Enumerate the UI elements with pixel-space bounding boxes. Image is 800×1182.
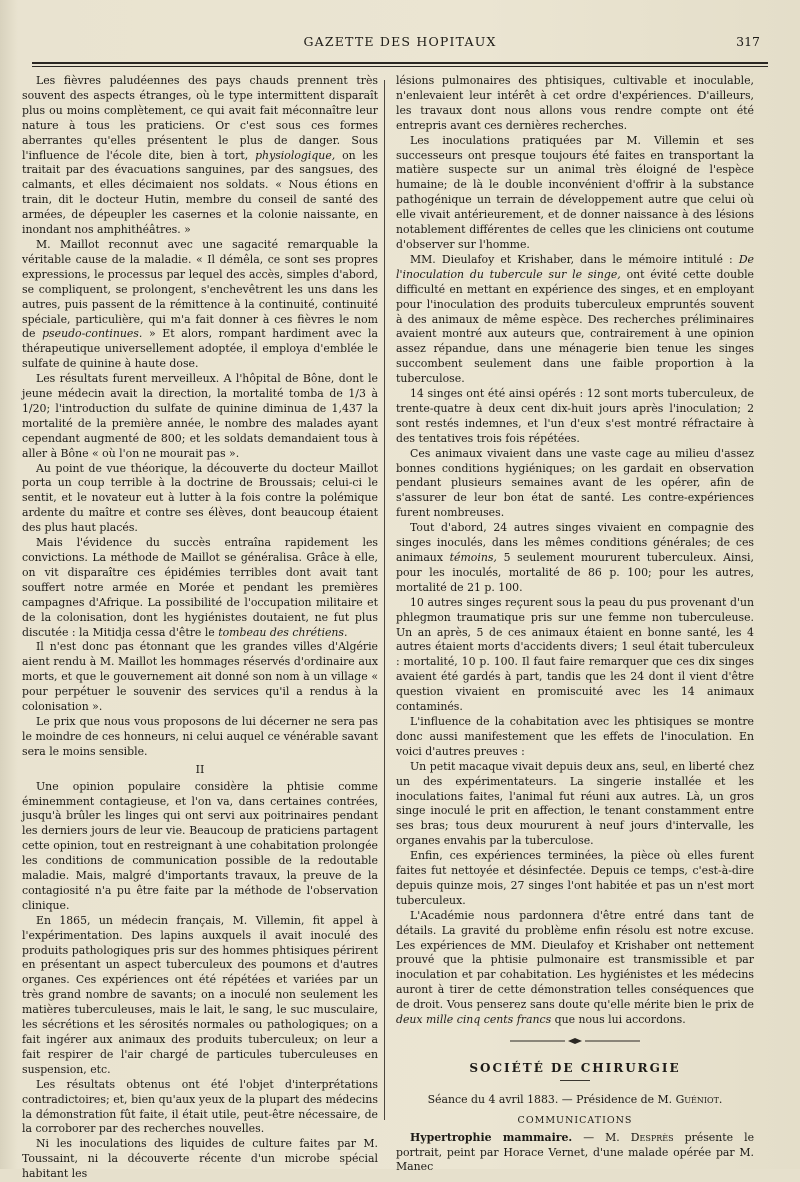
society-heading: SOCIÉTÉ DE CHIRURGIE bbox=[469, 1060, 681, 1075]
paragraph: L'Académie nous pardonnera d'être entré dans tant de détails. La gravité du problème enfin résolu est notre excuse. Les expériences de MM. Dieulafoy et Krishaber ont nettement prouvé que la phtisie pulmonaire est transmissible et par inoculation et par cohabitation. Les hygiénistes et les médecins auront à tirer de cette démonstration telles conséquences que de droit. Vous penserez sans doute qu'elle mérite bien le prix de deux mille cinq cents francs que nous lui accordons. bbox=[396, 908, 754, 1027]
paragraph: Les résultats furent merveilleux. A l'hôpital de Bône, dont le jeune médecin avait la direction, la mortalité tomba de 1/3 à 1/20; l'introduction du sulfate de quinine diminua de 1,437 la mortalité de la première année, le nombre des malades ayant cependant augmenté de 800; et les soldats demandaient tous à aller à Bône « où l'on ne mourait pas ». bbox=[22, 372, 378, 460]
paragraph: Enfin, ces expériences terminées, la pièce où elles furent faites fut nettoyée et désinfectée. Depuis ce temps, c'est-à-dire depuis quinze mois, 27 singes l'ont habitée et pas un n'est mort tuberculeux. bbox=[396, 849, 754, 907]
paragraph: Ni les inoculations des liquides de culture faites par M. Toussaint, ni la découverte récente d'un microbe spécial habitant les bbox=[22, 1137, 378, 1181]
paragraph: Mais l'évidence du succès entraîna rapidement les convictions. La méthode de Maillot se généralisa. Grâce à elle, on vit disparaître ces épidémies terribles dont avait tant souffert notre armée en Morée et pendant les premières campagnes d'Afrique. La possibilité de l'occupation militaire et de la colonisation, dont les hygiénistes doutaient, ne fut plus discutée : la Mitidja cessa d'être le tombeau des chrétiens. bbox=[22, 536, 378, 639]
left-column bbox=[22, 74, 378, 1182]
column-separator bbox=[384, 80, 385, 1120]
paragraph: Les fièvres paludéennes des pays chauds prennent très souvent des aspects étranges, où le type intermittent disparaît plus ou moins complètement, ce qui avait fait méconnaître leur nature à tous les praticiens. Or c'est sous ces formes aberrantes qu'elles présentent le plus de danger. Sous l'influence de l'école dite, bien à tort, physiologique, on les traitait par des évacuations sanguines, par des sangsues, des calmants, et elles décimaient nos soldats. « Nous étions en train, dit le docteur Hutin, membre du conseil de santé des armées, de dépeupler les casernes et la colonie naissante, en inondant nos amphithéâtres. » bbox=[22, 74, 378, 237]
paragraph: L'influence de la cohabitation avec les phtisiques se montre donc aussi manifestement que les effets de l'inoculation. En voici d'autres preuves : bbox=[396, 714, 754, 758]
ornament-divider-graphic bbox=[510, 1037, 640, 1045]
paragraph: Il n'est donc pas étonnant que les grandes villes d'Algérie aient rendu à M. Maillot les hommages réservés d'ordinaire aux morts, et que le gouvernement ait donné son nom à un village « pour perpétuer le souvenir des services qu'il a rendus à la colonisation ». bbox=[22, 640, 378, 714]
ornament-divider bbox=[396, 1036, 754, 1051]
paragraph: Les résultats obtenus ont été l'objet d'interprétations contradictoires; et, bien qu'aux yeux de la plupart des médecins la démonstration fût faite, il était utile, peut-être nécessaire, de la corroborer par des recherches nouvelles. bbox=[22, 1077, 378, 1136]
communications-heading: COMMUNICATIONS bbox=[517, 1114, 633, 1126]
paragraph: M. Maillot reconnut avec une sagacité remarquable la véritable cause de la maladie. « Il démêla, ce sont ses propres expressions, le processus par lequel des accès, simples d'abord, se compliquent, se prolongent, s'enchevêtrent les uns dans les autres, puis passent de la rémittence à la continuité, continuité spéciale, particulière, qui m'a fait donner à ces fièvres le nom de pseudo-continues. » Et alors, rompant hardiment avec la thérapeutique universellement adoptée, il employa d'emblée le sulfate de quinine à haute dose. bbox=[22, 237, 378, 371]
paragraph: Tout d'abord, 24 autres singes vivaient en compagnie des singes inoculés, dans les mêmes conditions générales; de ces animaux témoins, 5 seulement moururent tuberculeux. Ainsi, pour les inoculés, mortalité de 86 p. 100; pour les autres, mortalité de 21 p. 100. bbox=[396, 521, 755, 594]
paragraph: Hypertrophie mammaire. — M. Desprès présente le portrait, peint par Horace Vernet, d'une malade opérée par M. Manec bbox=[396, 1130, 755, 1174]
header-rule-thin bbox=[32, 66, 768, 67]
paragraph: Un petit macaque vivait depuis deux ans, seul, en liberté chez un des expérimentateurs. La singerie installée et les inoculations faites, l'animal fut réuni aux autres. Là, un gros singe inoculé le prit en affection, le tenant constamment entre ses bras; tous deux moururent à neuf jours d'intervalle, les organes envahis par la tuberculose. bbox=[396, 759, 754, 848]
right-column bbox=[396, 74, 754, 1175]
page-number: 317 bbox=[736, 34, 760, 49]
paragraph: lésions pulmonaires des phtisiques, cultivable et inoculable, n'enlevaient leur intérêt à cet ordre d'expériences. D'ailleurs, les travaux dont nous allons vous rendre compte ont été entrepris avant ces dernières recherches. bbox=[396, 74, 754, 132]
header-rule-thick bbox=[32, 62, 768, 64]
section-heading: II bbox=[195, 762, 205, 776]
paragraph: En 1865, un médecin français, M. Villemin, fit appel à l'expérimentation. Des lapins auxquels il avait inoculé des produits pathologiques pris sur des hommes phtisiques périrent en présentant un aspect tuberculeux des poumons et d'autres organes. Ces expériences ont été répétées et variées par un très grand nombre de savants; on a inoculé non seulement les matières tuberculeuses, mais le lait, le sang, le suc musculaire, les sécrétions et les sérosités normales ou pathologiques; on a fait ingérer aux animaux des produits tuberculeux; on leur a fait respirer de l'air chargé de particules tuberculeuses en suspension, etc. bbox=[22, 913, 378, 1076]
paragraph: MM. Dieulafoy et Krishaber, dans le mémoire intitulé : De l'inoculation du tubercule sur le singe, ont évité cette double difficulté en mettant en expérience des singes, et en employant pour l'inoculation des produits tuberculeux empruntés souvent à des animaux de même espèce. Des recherches préliminaires avaient montré aux auteurs que, contrairement à une opinion assez répandue, dans une ménagerie bien tenue les singes succombent seulement dans une faible proportion à la tuberculose. bbox=[396, 252, 755, 386]
paragraph: Ces animaux vivaient dans une vaste cage au milieu d'assez bonnes conditions hygiéniques; on les gardait en observation pendant plusieurs semaines avant de les opérer, afin de s'assurer de leur bon état de santé. Les contre-expériences furent nombreuses. bbox=[396, 446, 754, 520]
session-line: Séance du 4 avril 1883. — Présidence de M. Guéniot. bbox=[427, 1092, 723, 1106]
journal-title: GAZETTE DES HOPITAUX bbox=[303, 34, 497, 49]
page-header bbox=[40, 30, 760, 54]
paragraph: Au point de vue théorique, la découverte du docteur Maillot porta un coup terrible à la doctrine de Broussais; celui-ci le sentit, et le novateur eut à lutter à la fois contre la polémique ardente du maître et contre ses élèves, dont beaucoup étaient des plus haut placés. bbox=[22, 461, 378, 535]
paragraph: 10 autres singes reçurent sous la peau du pus provenant d'un phlegmon traumatique pris sur une femme non tuberculeuse. Un an après, 5 de ces animaux étaient en bonne santé, les 4 autres étaient morts d'accidents divers; 1 seul était tuberculeux : mortalité, 10 p. 100. Il faut faire remarquer que ces dix singes avaient été gardés à part, tandis que les 24 dont il vient d'être question vivaient en promiscuité avec les 14 animaux contaminés. bbox=[396, 595, 754, 714]
paragraph: Les inoculations pratiquées par M. Villemin et ses successeurs ont presque toujours été faites en transportant la matière suspecte sur un animal très éloigné de l'espèce humaine; de là le double inconvénient d'offrir à la substance pathogénique un terrain de développement autre que celui où elle vivait antérieurement, et de donner naissance à des lésions notablement différentes de celles que les cliniciens ont coutume d'observer sur l'homme. bbox=[396, 133, 754, 251]
paragraph: Une opinion populaire considère la phtisie comme éminemment contagieuse, et l'on va, dans certaines contrées, jusqu'à brûler les linges qui ont servi aux poitrinaires pendant les derniers jours de leur vie. Beaucoup de praticiens partagent cette opinion, tout en restreignant à une cohabitation prolongée les conditions de communication possible de la redoutable maladie. Mais, malgré d'importants travaux, la preuve de la contagiosité n'a pu être faite par la méthode de l'observation clinique. bbox=[22, 779, 378, 912]
paragraph: 14 singes ont été ainsi opérés : 12 sont morts tuberculeux, de trente-quatre à deux cent dix-huit jours après l'inoculation; 2 sont restés indemnes, et l'un d'eux s'est montré réfractaire à des tentatives trois fois répétées. bbox=[396, 387, 754, 445]
paragraph: Le prix que nous vous proposons de lui décerner ne sera pas le moindre de ces honneurs, ni celui auquel ce vénérable savant sera le moins sensible. bbox=[22, 714, 378, 758]
short-rule bbox=[560, 1080, 590, 1081]
